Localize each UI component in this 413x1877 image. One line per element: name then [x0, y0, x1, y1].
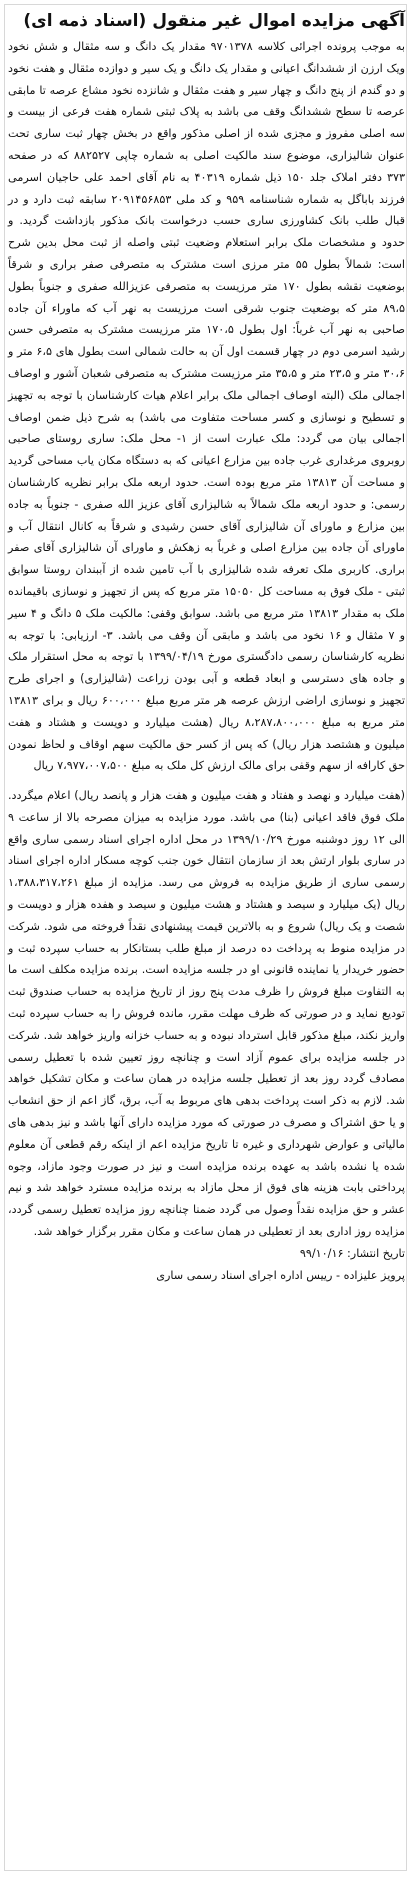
publish-date: تاریخ انتشار: ۹۹/۱۰/۱۶ [299, 1246, 405, 1260]
paragraph-gap [8, 777, 405, 785]
notice-page [8, 8, 405, 1287]
notice-paragraph-1: به موجب پرونده اجرائی کلاسه ۹۷۰۱۳۷۸ مقدار یک دانگ و سه مثقال و شش نخود ویک ارزن از ششدانگ اعیانی و مقدار یک دانگ و یک سیر و دوازده مثقال و هفت نخود و دو گندم از پنج دانگ و چهار سیر و هفت مثقال و شانزده نخود مشاع عرصه تا مابقی عرصه تا سطح ششدانگ وقف می باشد به پلاک ثبتی شماره هفت فرعی از بیست و سه اصلی مفروز و مجزی شده از اصلی مذکور واقع در بخش چهار ثبت ساری تحت عنوان شالیزاری، موضوع سند مالکیت اصلی به شماره چاپی ۸۸۲۵۲۷ که در صفحه ۳۷۳ دفتر املاک جلد ۱۵۰ ذیل شماره ۴۰۳۱۹ به نام آقای احمد علی حاجیان اسرمی فرزند باباگل به شماره شناسنامه ۹۵۹ و کد ملی ۲۰۹۱۴۵۶۸۵۳ سابقه ثبت دارد و در قبال طلب بانک کشاورزی ساری حسب درخواست بانک مذکور بازداشت گردید. و حدود و مشخصات ملک برابر استعلام وضعیت ثبتی واصله از ثبت محل بدین شرح است: شمالاً بطول ۵۵ متر مرزی است مشترک به متصرفی صفر براری و شرقاً بوضعیت نقشه بطول ۱۷۰ متر مرزیست به متصرفی عزیزالله صفری و جنوباً بطول ۸۹،۵ متر که بوضعیت جنوب شرقی است مرزیست به نهر آب که ماوراء آن جاده صاحبی به نهر آب غرباً: اول بطول ۱۷۰،۵ متر مرزیست مشترک به متصرفی حسن رشید اسرمی دوم در چهار قسمت اول آن به حالت شمالی است بطول های ۶،۵ متر و ۳۰،۶ متر و ۲۳،۵ متر و ۳۵،۵ متر مرزیست مشترک به متصرفی شعبان آشور و اوصاف اجمالی ملک (البته اوصاف اجمالی ملک برابر اعلام هیات کارشناسان با توجه به تجهیز و تسطیح و نوسازی و کسر مساحت متفاوت می باشد) به شرح ذیل ضمن اوصاف اجمالی بیان می گردد: ملک عبارت است از ۱- محل ملک: ساری روستای صاحبی روبروی مرغداری غرب جاده بین مزارع اعیانی که به دستگاه مکان یاب مساحی گردید و مساحت آن ۱۳۸۱۳ متر مربع بوده است. حدود اربعه ملک برابر نظریه کارشناسان رسمی: و حدود اربعه ملک شمالاً به شالیزاری آقای عزیز الله صفری - جنوباً به جاده بین مزارع و ماورای آن شالیزاری آقای حسن رشیدی و شرقاً به کانال انتقال آب و ماورای آن جاده بین مزارع اصلی و غرباً به زهکش و ماورای آن شالیزاری آقای صفر براری. کاربری ملک تعرفه شده شالیزاری با آب تامین شده از آببندان روستا سوابق ثبتی - ملک فوق به مساحت کل ۱۵۰۵۰ متر مربع که پس از تجهیز و نوسازی باقیمانده ملک به مقدار ۱۳۸۱۳ متر مربع می باشد. سوابق وقفی: مالکیت ملک ۵ دانگ و ۴ سیر و ۷ مثقال و ۱۶ نخود می باشد و مابقی آن وقف می باشد. ۳- ارزیابی: با توجه به نظریه کارشناسان رسمی دادگستری مورخ ۱۳۹۹/۰۴/۱۹ با توجه به محل استقرار ملک و جاده های دسترسی و ابعاد قطعه و آبی بودن زراعت (شالیزاری) و اجرای طرح تجهیز و نوسازی اراضی ارزش عرصه هر متر مربع مبلغ ۶۰۰،۰۰۰ ریال و برای ۱۳۸۱۳ متر مربع به مبلغ ۸،۲۸۷،۸۰۰،۰۰۰ ریال (هشت میلیارد و دویست و هشتاد و هفت میلیون و هشتصد هزار ریال) که پس از کسر حق مالکیت سهم اوقاف و لحاظ نمودن حق کارافه از سهم وقفی برای مالک ارزش کل ملک به مبلغ ۷،۹۷۷،۰۰۷،۵۰۰ ریال [8, 40, 405, 773]
notice-paragraph-2: (هفت میلیارد و نهصد و هفتاد و هفت میلیون و هفت هزار و پانصد ریال) اعلام میگردد. ملک فوق فاقد اعیانی (بنا) می باشد. مورد مزایده به میزان مصرحه بالا از ساعت ۹ الی ۱۲ روز دوشنبه مورخ ۱۳۹۹/۱۰/۲۹ در محل اداره اجرای اسناد رسمی ساری واقع در ساری بلوار ارتش بعد از سازمان انتقال خون جنب کوچه مسکار اداره اجرای اسناد رسمی ساری از طریق مزایده به فروش می رسد. مزایده از مبلغ ۱،۳۸۸،۳۱۷،۲۶۱ ریال (یک میلیارد و سیصد و هشتاد و هشت میلیون و سیصد و هفده هزار و دویست و شصت و یک ریال) شروع و به بالاترین قیمت پیشنهادی نقداً فروخته می شود. شرکت در مزایده منوط به پرداخت ده درصد از مبلغ طلب بستانکار به حساب سپرده ثبت و حضور خریدار یا نماینده قانونی او در جلسه مزایده است. برنده مزایده مکلف است ما به التفاوت مبلغ فروش را ظرف مدت پنج روز از تاریخ مزایده به حساب صندوق ثبت تودیع نماید و در صورتی که ظرف مهلت مقرر، مانده فروش را به حساب سپرده ثبت واریز نکند، مبلغ مذکور قابل استرداد نبوده و به حساب خزانه واریز خواهد شد. شرکت در جلسه مزایده برای عموم آزاد است و چنانچه روز تعیین شده با تعطیل رسمی مصادف گردد روز بعد از تعطیل جلسه مزایده در همان ساعت و مکان تشکیل خواهد شد. لازم به ذکر است پرداخت بدهی های مربوط به آب، برق، گاز اعم از حق انشعاب و یا حق اشتراک و مصرف در صورتی که مورد مزایده دارای آنها باشد و نیز بدهی های مالیاتی و عوارض شهرداری و غیره تا تاریخ مزایده اعم از اینکه رقم قطعی آن معلوم شده یا نشده باشد به عهده برنده مزایده است و نیز در صورت وجود مازاد، وجوه پرداختی بابت هزینه های فوق از محل مازاد به برنده مزایده مسترد خواهد شد و نیم عشر و حق مزایده نقداً وصول می گردد ضمنا چنانچه روز مزایده تعطیل رسمی گردد، مزایده روز اداری بعد از تعطیلی در همان ساعت و مکان مقرر برگزار خواهد شد. [8, 789, 405, 1239]
signature-line: پرویز علیزاده - رییس اداره اجرای اسناد رسمی ساری [156, 1268, 405, 1282]
notice-title: آگهی مزایده اموال غیر منقول (اسناد ذمه ای) [23, 11, 405, 31]
